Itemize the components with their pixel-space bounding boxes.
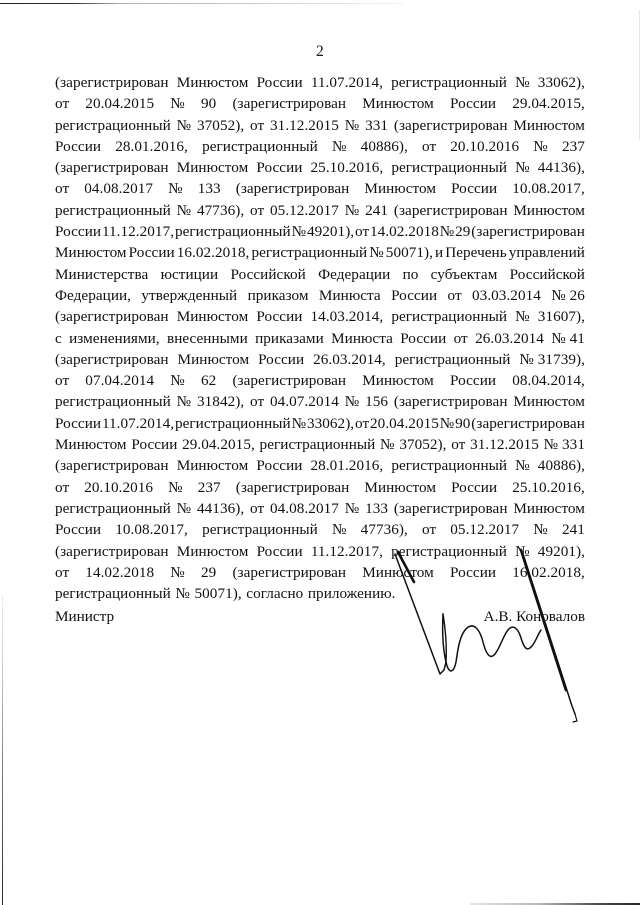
body-line: регистрационный № 47736), от 05.12.2017 № 241 (зарегистрирован Минюстом (55, 201, 585, 219)
body-line: (зарегистрирован Минюстом России 11.07.2014, регистрационный № 33062), (55, 74, 585, 91)
signatory-role: Министр (55, 608, 115, 625)
body-line: России 11.07.2014, регистрационный № 33062), от 20.04.2015 № 90 (зарегистрирован (55, 414, 585, 432)
body-line: от 20.04.2015 № 90 (зарегистрирован Минюстом России 29.04.2015, (55, 95, 585, 113)
body-line: (зарегистрирован Минюстом России 28.01.2016, регистрационный № 40886), (55, 457, 585, 475)
body-line: России 11.12.2017, регистрационный № 49201), от 14.02.2018 № 29 (зарегистрирован (55, 223, 585, 241)
body-line: (зарегистрирован Минюстом России 26.03.2014, регистрационный № 31739), (55, 350, 585, 368)
body-line: от 14.02.2018 № 29 (зарегистрирован Минюстом России 16.02.2018, (55, 563, 585, 581)
body-line: регистрационный № 50071), согласно приложению. (55, 585, 396, 603)
document-body-text (55, 72, 585, 604)
body-line: регистрационный № 37052), от 31.12.2015 № 331 (зарегистрирован Минюстом (55, 116, 585, 134)
page-number: 2 (316, 43, 324, 60)
body-line: России 10.08.2017, регистрационный № 47736), от 05.12.2017 № 241 (55, 521, 585, 539)
body-line: (зарегистрирован Минюстом России 14.03.2014, регистрационный № 31607), (55, 308, 585, 326)
signatory-name: А.В. Коновалов (483, 608, 585, 625)
body-line: регистрационный № 31842), от 04.07.2014 № 156 (зарегистрирован Минюстом (55, 393, 585, 411)
body-line: от 07.04.2014 № 62 (зарегистрирован Минюстом России 08.04.2014, (55, 372, 585, 390)
body-line: России 28.01.2016, регистрационный № 40886), от 20.10.2016 № 237 (55, 137, 585, 155)
body-line: Минюстом России 16.02.2018, регистрационный № 50071), и Перечень управлений (55, 244, 585, 262)
scan-artifact-top-edge (0, 3, 405, 4)
body-line: Федерации, утвержденный приказом Минюста России от 03.03.2014 № 26 (55, 286, 585, 304)
body-line: Министерства юстиции Российской Федерации по субъектам Российской (55, 265, 585, 283)
scan-artifact-left-edge (2, 595, 3, 905)
body-line: регистрационный № 44136), от 04.08.2017 № 133 (зарегистрирован Минюстом (55, 499, 585, 517)
body-line: (зарегистрирован Минюстом России 25.10.2016, регистрационный № 44136), (55, 159, 585, 177)
body-line: Минюстом России 29.04.2015, регистрационный № 37052), от 31.12.2015 № 331 (55, 436, 585, 454)
body-line: от 20.10.2016 № 237 (зарегистрирован Минюстом России 25.10.2016, (55, 478, 585, 496)
body-line: от 04.08.2017 № 133 (зарегистрирован Минюстом России 10.08.2017, (55, 180, 585, 198)
body-line: с изменениями, внесенными приказами Минюста России от 26.03.2014 № 41 (55, 329, 585, 347)
signature-block (55, 606, 585, 636)
body-line: (зарегистрирован Минюстом России 11.12.2017, регистрационный № 49201), (55, 542, 585, 560)
